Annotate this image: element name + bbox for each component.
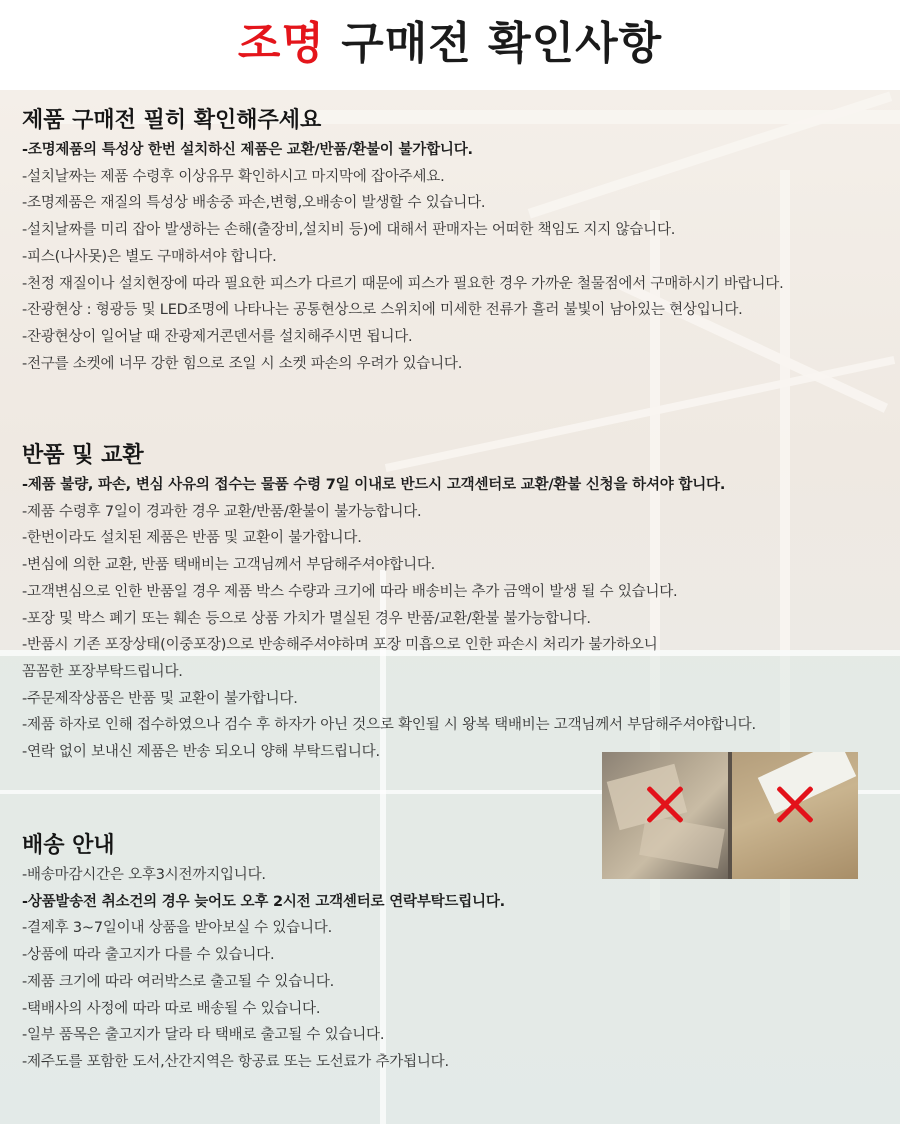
- page-title-accent: 조명: [237, 18, 325, 69]
- list-item: -배송마감시간은 오후3시전까지입니다.: [22, 867, 266, 883]
- x-mark-icon: [775, 785, 815, 825]
- list-item: -택배사의 사정에 따라 따로 배송될 수 있습니다.: [22, 1000, 321, 1017]
- notice-list: [22, 137, 892, 377]
- list-item: -잔광현상 : 형광등 및 LED조명에 나타나는 공통현상으로 스위치에 미세한 전류가 흘러 불빛이 남아있는 현상입니다.: [22, 302, 743, 319]
- list-item: -제품 하자로 인해 접수하였으나 검수 후 하자가 아닌 것으로 확인될 시 왕복 택배비는 고객님께서 부담해주셔야합니다.: [22, 717, 756, 734]
- list-item: -일부 품목은 출고지가 달라 타 택배로 출고될 수 있습니다.: [22, 1027, 385, 1044]
- list-item: -고객변심으로 인한 반품일 경우 제품 박스 수량과 크기에 따라 배송비는 추가 금액이 발생 될 수 있습니다.: [22, 583, 678, 600]
- list-item: -제품 수령후 7일이 경과한 경우 교환/반품/환불이 불가능합니다.: [22, 503, 422, 520]
- list-item: -변심에 의한 교환, 반품 택배비는 고객님께서 부담해주셔야합니다.: [22, 557, 436, 574]
- damaged-box-photos: [602, 752, 858, 879]
- list-item: -제주도를 포함한 도서,산간지역은 항공료 또는 도선료가 추가됩니다.: [22, 1053, 449, 1070]
- list-item: -피스(나사못)은 별도 구매하셔야 합니다.: [22, 248, 277, 265]
- list-item: -제품 불량, 파손, 변심 사유의 접수는 물품 수령 7일 이내로 반드시 고객센터로 교환/환불 신청을 하셔야 합니다.: [22, 477, 726, 493]
- list-item: -반품시 기존 포장상태(이중포장)으로 반송해주셔야하며 포장 미흡으로 인한 파손시 처리가 불가하오니: [22, 637, 658, 654]
- page-title-rest: 구매전 확인사항: [324, 18, 663, 69]
- list-item: -잔광현상이 일어날 때 잔광제거콘덴서를 설치해주시면 됩니다.: [22, 328, 413, 345]
- section-heading: 제품 구매전 필히 확인해주세요: [22, 108, 322, 133]
- section-return-exchange: [22, 440, 892, 766]
- section-heading: 배송 안내: [22, 833, 115, 858]
- list-item: -설치날짜는 제품 수령후 이상유무 확인하시고 마지막에 잡아주세요.: [22, 168, 445, 185]
- notice-list: [22, 472, 892, 766]
- notice-list: [22, 862, 892, 1076]
- x-mark-icon: [645, 785, 685, 825]
- list-item: -천정 재질이나 설치현장에 따라 필요한 피스가 다르기 때문에 피스가 필요한 경우 가까운 철물점에서 구매하시기 바랍니다.: [22, 275, 784, 292]
- list-item: -포장 및 박스 폐기 또는 훼손 등으로 상품 가치가 멸실된 경우 반품/교환/환불 불가능합니다.: [22, 610, 591, 627]
- list-item: 꼼꼼한 포장부탁드립니다.: [22, 663, 183, 680]
- page-header: [0, 0, 900, 90]
- section-before-purchase: [22, 105, 892, 377]
- list-item: -조명제품은 재질의 특성상 배송중 파손,변형,오배송이 발생할 수 있습니다.: [22, 195, 486, 212]
- list-item: -전구를 소켓에 너무 강한 힘으로 조일 시 소켓 파손의 우려가 있습니다.: [22, 355, 463, 372]
- list-item: -주문제작상품은 반품 및 교환이 불가합니다.: [22, 690, 298, 707]
- list-item: -조명제품의 특성상 한번 설치하신 제품은 교환/반품/환불이 불가합니다.: [22, 142, 473, 158]
- list-item: -연락 없이 보내신 제품은 반송 되오니 양해 부탁드립니다.: [22, 744, 380, 761]
- list-item: -제품 크기에 따라 여러박스로 출고될 수 있습니다.: [22, 973, 335, 990]
- list-item: -결제후 3~7일이내 상품을 받아보실 수 있습니다.: [22, 920, 333, 937]
- section-heading: 반품 및 교환: [22, 443, 144, 468]
- taped-box-photo: [732, 752, 858, 879]
- damaged-box-photo: [602, 752, 728, 879]
- list-item: -설치날짜를 미리 잡아 발생하는 손해(출장비,설치비 등)에 대해서 판매자는 어떠한 책임도 지지 않습니다.: [22, 222, 676, 239]
- list-item: -상품에 따라 출고지가 다를 수 있습니다.: [22, 947, 275, 964]
- list-item: -상품발송전 취소건의 경우 늦어도 오후 2시전 고객센터로 연락부탁드립니다.: [22, 893, 505, 910]
- list-item: -한번이라도 설치된 제품은 반품 및 교환이 불가합니다.: [22, 530, 362, 547]
- page-title: [0, 0, 900, 74]
